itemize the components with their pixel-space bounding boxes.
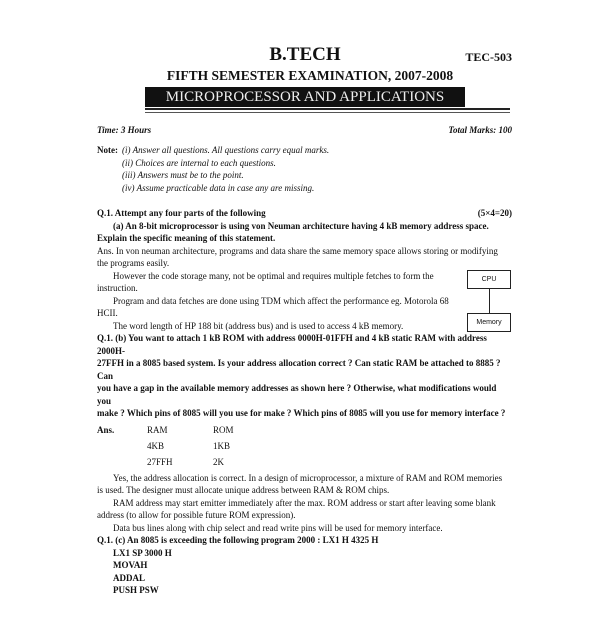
table-label: Ans. (97, 424, 115, 435)
memory-box: Memory (467, 313, 511, 332)
table-cell: 4KB (147, 440, 165, 451)
note-item: (i) Answer all questions. All questions carry equal marks. (122, 145, 330, 155)
question-line: (a) An 8-bit microprocessor is using von Neuman architecture having 4 kB memory address space. (113, 220, 489, 231)
cpu-box: CPU (467, 270, 511, 289)
note-item: (iv) Assume practicable data in case any are missing. (122, 182, 315, 193)
subject-banner: MICROPROCESSOR AND APPLICATIONS (145, 87, 465, 107)
answer-line: Program and data fetches are done using TDM which affect the performance eg. Motorola 68 (113, 295, 449, 306)
note-label: Note: (97, 145, 118, 155)
notes (97, 144, 329, 194)
exam-title: FIFTH SEMESTER EXAMINATION, 2007-2008 (166, 68, 454, 83)
exam-body (97, 207, 512, 627)
question-line: Explain the specific meaning of this statement. (97, 233, 276, 243)
question-heading (97, 207, 512, 220)
question-line: 27FFH in a 8085 based system. Is your address allocation correct ? Can static RAM be attached to 8885 ? Can (97, 358, 501, 381)
answer-line: Data bus lines along with chip select and read write pins will be used for memory interface. (113, 522, 443, 533)
answer-line: Ans. In von neuman architecture, programs and data share the same memory space allows storing or modifying (97, 245, 498, 256)
code-line: PUSH PSW (113, 585, 159, 595)
question-line: Q.1. (c) An 8085 is exceeding the following program 2000 : LX1 H 4325 H (97, 535, 379, 545)
table-header: ROM (213, 424, 234, 435)
question-line: you have a gap in the available memory addresses as shown here ? Otherwise, what modifications would you (97, 383, 497, 406)
exam-header (0, 0, 600, 200)
table-header: RAM (147, 424, 168, 435)
arrow-line (489, 289, 490, 313)
code-line: ADDAL (113, 572, 146, 583)
question-line: Q.1. (b) You want to attach 1 kB ROM with address 0000H-01FFH and 4 kB static RAM with address 2000H- (97, 333, 487, 356)
course-code: TEC-503 (465, 50, 512, 64)
answer-line: is used. The designer must allocate unique address between RAM & ROM chips. (97, 485, 390, 495)
answer-line: Yes, the address allocation is correct. In a design of microprocessor, a mixture of RAM and ROM memories (113, 472, 503, 483)
divider (145, 112, 510, 113)
code-line: MOVAH (113, 560, 148, 570)
note-items (122, 144, 329, 194)
table-cell: 27FFH (147, 456, 173, 467)
divider (145, 108, 510, 110)
memory-table (97, 422, 512, 470)
note-item: (ii) Choices are internal to each questions. (122, 157, 276, 168)
answer-line: The word length of HP 188 bit (address bus) and is used to access 4 kB memory. (113, 320, 404, 331)
answer-line: the programs easily. (97, 258, 170, 268)
architecture-diagram (466, 270, 512, 332)
answer-line: However the code storage many, not be optimal and requires multiple fetches to form the (113, 270, 434, 281)
code-line: LX1 SP 3000 H (113, 547, 172, 558)
question-heading-text: Q.1. Attempt any four parts of the following (97, 208, 266, 218)
answer-line: HCII. (97, 308, 118, 318)
answer-line: RAM address may start emitter immediately after the max. ROM address or start after leaving some blank (113, 497, 496, 508)
time-label: Time: 3 Hours (97, 125, 152, 135)
note-item: (iii) Answers must be to the point. (122, 170, 244, 180)
marks-label: Total Marks: 100 (448, 125, 512, 135)
degree-title: B.TECH (269, 44, 341, 65)
question-line: make ? Which pins of 8085 will you use for make ? Which pins of 8085 will you use for memory interface ? (97, 408, 506, 418)
answer-line: address (to allow for possible future ROM expression). (97, 510, 296, 520)
answer-line: instruction. (97, 283, 138, 293)
question-marks: (5×4=20) (477, 208, 512, 218)
table-cell: 2K (213, 456, 224, 467)
table-cell: 1KB (213, 440, 231, 451)
